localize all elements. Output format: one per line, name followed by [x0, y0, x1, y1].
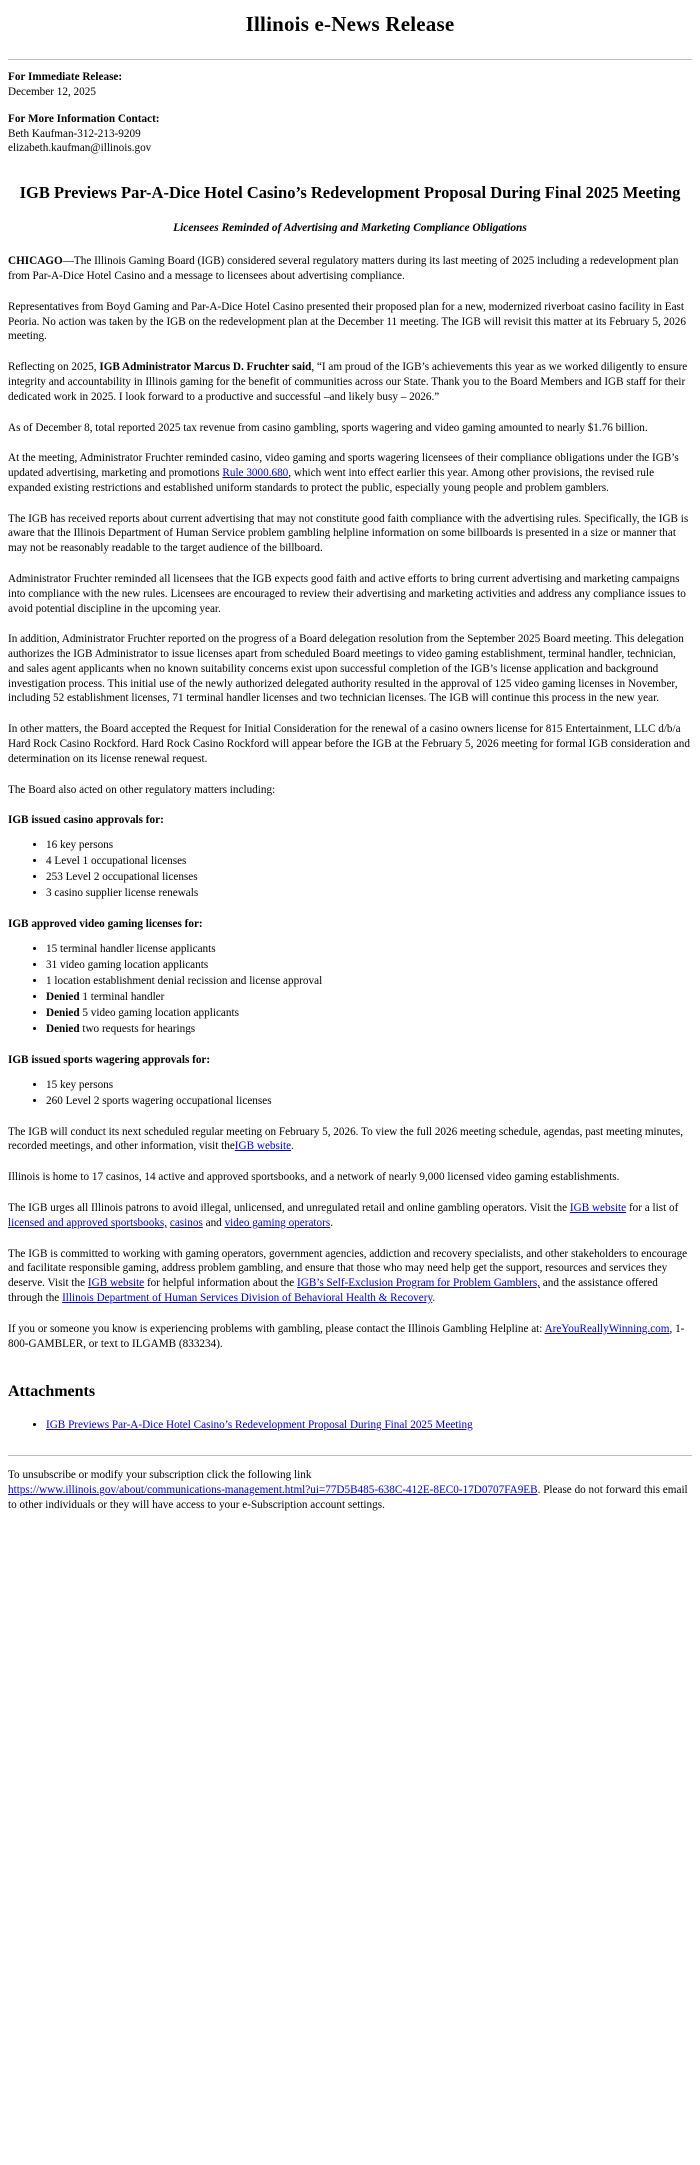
list-item-label: 3 casino supplier license renewals	[46, 887, 199, 900]
paragraph-next-meeting	[8, 1125, 692, 1155]
igb-website-link-operators[interactable]: IGB website	[569, 1202, 627, 1215]
list-sports-wagering-approvals	[8, 1078, 692, 1109]
paragraph-administrator-quote	[8, 360, 692, 404]
igb-website-link-self-exclusion[interactable]: IGB website	[87, 1277, 145, 1290]
paragraph-other-matters: The Board also acted on other regulatory matters including:	[8, 783, 276, 796]
list-item-label: 15 key persons	[46, 1078, 114, 1091]
list-item	[46, 958, 692, 973]
list-item-bold: Denied	[46, 1006, 80, 1019]
responsible-text-d: .	[432, 1291, 436, 1304]
list-item	[46, 990, 692, 1005]
list-item-label: 31 video gaming location applicants	[46, 958, 209, 971]
avoid-illegal-text-a: The IGB urges all Illinois patrons to avoid illegal, unlicensed, and unregulated retail and online gambling operators. Visit the	[8, 1202, 570, 1215]
list-item-label: two requests for hearings	[79, 1022, 196, 1035]
header-divider	[8, 59, 692, 60]
release-date: December 12, 2025	[8, 85, 96, 98]
list-item	[46, 942, 692, 957]
casinos-link[interactable]: casinos	[169, 1216, 203, 1229]
list-item	[46, 838, 692, 853]
igb-website-link-meetings[interactable]: IGB website	[234, 1140, 292, 1153]
paragraph-lead-text: —The Illinois Gaming Board (IGB) considered several regulatory matters during its last meeting of 2025 including a redevelopment plan from Par-A-Dice Hotel Casino and a message to licensees about advertising compliance.	[8, 255, 679, 283]
paragraph-billboard-reports: The IGB has received reports about current advertising that may not constitute good faith compliance with the advertising rules. Specifically, the IGB is aware that the Illinois Department of Human Service problem gambling helpline information on some billboards is presented in a size or manner that may not be reasonably readable to the target audience of the billboard.	[8, 512, 689, 555]
list-heading-casino-approvals: IGB issued casino approvals for:	[8, 814, 164, 827]
paragraph-helpline	[8, 1322, 692, 1352]
self-exclusion-program-link[interactable]: IGB’s Self-Exclusion Program for Problem Gamblers,	[297, 1277, 540, 1290]
list-item-label: 260 Level 2 sports wagering occupational licenses	[46, 1094, 272, 1107]
list-item	[46, 1022, 692, 1037]
compliance-text-after: , which went into effect earlier this year. Among other provisions, the revised rule expanded existing restrictions and established uniform standards to protect the public, especially young people and problem gamblers.	[8, 467, 655, 494]
avoid-illegal-text-d: and	[202, 1216, 225, 1229]
list-item	[46, 870, 692, 885]
list-item-label: 4 Level 1 occupational licenses	[46, 855, 187, 868]
paragraph-good-faith: Administrator Fruchter reminded all licensees that the IGB expects good faith and active efforts to bring current advertising and marketing campaigns into compliance with the new rules. Licensees are encouraged to review their advertising and marketing activities and address any compliance issues to avoid potential discipline in the upcoming year.	[8, 572, 686, 615]
administrator-name: IGB Administrator Marcus D. Fruchter said	[99, 361, 312, 374]
rule-3000-680-link[interactable]: Rule 3000.680	[222, 467, 289, 480]
are-you-really-winning-link[interactable]: AreYouReallyWinning.com	[544, 1322, 670, 1335]
quote-body: , “I am proud of the IGB’s achievements this year as we worked diligently to ensure integrity and accountability in Illinois gaming for the benefit of communities across our State. Thank you to the Board Members and IGB staff for their dedicated work in 2025. I look forward to a productive and successful –and likely busy – 2026.”	[8, 361, 688, 403]
attachments-list	[8, 1418, 692, 1433]
contact-label: For More Information Contact:	[8, 112, 160, 125]
list-video-gaming-licenses	[8, 942, 692, 1037]
list-item-label: 1 terminal handler	[79, 990, 165, 1003]
list-item-bold: Denied	[46, 990, 80, 1003]
quote-intro: Reflecting on 2025,	[8, 361, 100, 374]
helpline-text-b: , 1-800-GAMBLER, or text to ILGAMB (833234).	[8, 1322, 685, 1350]
contact-email: elizabeth.kaufman@illinois.gov	[8, 142, 152, 155]
release-date-block	[8, 70, 692, 100]
release-label: For Immediate Release:	[8, 71, 123, 84]
dhs-division-link[interactable]: Illinois Department of Human Services Division of Behavioral Health & Recovery	[62, 1291, 433, 1304]
list-item	[46, 854, 692, 869]
paragraph-lead	[8, 254, 692, 284]
paragraph-hard-rock: In other matters, the Board accepted the Request for Initial Consideration for the renewal of a casino owners license for 815 Entertainment, LLC d/b/a Hard Rock Casino Rockford. Hard Rock Casino Rockford will appear before the IGB at the February 5, 2026 meeting for formal IGB consideration and determination on its license renewal request.	[8, 723, 690, 765]
paragraph-illinois-stats: Illinois is home to 17 casinos, 14 active and approved sportsbooks, and a network of nearly 9,000 licensed video gaming establishments.	[8, 1171, 620, 1184]
list-heading-video-gaming: IGB approved video gaming licenses for:	[8, 918, 203, 931]
list-item	[46, 1078, 692, 1093]
list-item	[46, 886, 692, 901]
next-meeting-text: The IGB will conduct its next scheduled regular meeting on February 5, 2026. To view the full 2026 meeting schedule, agendas, past meeting minutes, recorded meetings, and other information, visit the	[8, 1125, 684, 1153]
unsubscribe-footer	[8, 1468, 692, 1513]
page-title: Illinois e-News Release	[245, 12, 455, 36]
paragraph-boyd-gaming: Representatives from Boyd Gaming and Par-A-Dice Hotel Casino presented their proposed plan for a new, modernized riverboat casino facility in East Peoria. No action was taken by the IGB on the redevelopment plan at the December 11 meeting. The IGB will revisit this matter at its February 5, 2026 meeting.	[8, 300, 686, 343]
list-item	[46, 974, 692, 989]
paragraph-compliance-rule	[8, 451, 692, 495]
list-item-label: 253 Level 2 occupational licenses	[46, 871, 198, 884]
unsubscribe-note: . Please do not forward this email to other individuals or they will have access to your e-Subscription account settings.	[8, 1484, 688, 1512]
responsible-text-c: and the assistance offered through the	[8, 1277, 658, 1304]
list-item-label: 1 location establishment denial recission and license approval	[46, 974, 323, 987]
list-item-bold: Denied	[46, 1022, 80, 1035]
contact-block	[8, 112, 692, 156]
helpline-text-a: If you or someone you know is experiencing problems with gambling, please contact the Illinois Gambling Helpline at:	[8, 1322, 545, 1335]
paragraph-avoid-illegal	[8, 1201, 692, 1231]
attachment-link[interactable]: IGB Previews Par-A-Dice Hotel Casino’s Redevelopment Proposal During Final 2025 Meeting	[46, 1419, 473, 1432]
compliance-text-before: At the meeting, Administrator Fruchter reminded casino, video gaming and sports wagering licensees of their compliance obligations under the IGB’s updated advertising, marketing and promotions	[8, 452, 679, 480]
contact-name-phone: Beth Kaufman-312-213-9209	[8, 127, 141, 140]
unsubscribe-link[interactable]: https://www.illinois.gov/about/communications-management.html?ui=77D5B485-638C-412E-8EC0-17D0707FA9EB	[8, 1484, 538, 1497]
list-heading-sports-wagering: IGB issued sports wagering approvals for:	[8, 1053, 211, 1066]
responsible-text-a: The IGB is committed to working with gaming operators, government agencies, addiction and recovery specialists, and other stakeholders to encourage and facilitate responsible gaming, address problem gambling, and ensure that those who may need help get the support, resources and services they deserve. Visit the	[8, 1247, 688, 1290]
avoid-illegal-text-e: .	[330, 1216, 333, 1229]
footer-divider	[8, 1455, 692, 1456]
next-meeting-text-end: .	[291, 1140, 294, 1153]
attachments-heading: Attachments	[8, 1383, 96, 1401]
news-release-page	[0, 12, 700, 1532]
article-subheadline: Licensees Reminded of Advertising and Marketing Compliance Obligations	[173, 222, 527, 235]
list-item	[46, 1418, 692, 1433]
dateline: CHICAGO	[8, 255, 63, 268]
video-gaming-operators-link[interactable]: video gaming operators	[224, 1216, 331, 1229]
responsible-text-b: for helpful information about the	[144, 1277, 298, 1290]
list-item-label: 15 terminal handler license applicants	[46, 942, 216, 955]
article-headline: IGB Previews Par-A-Dice Hotel Casino’s Redevelopment Proposal During Final 2025 Meeting	[19, 183, 681, 203]
list-item	[46, 1094, 692, 1109]
list-casino-approvals	[8, 838, 692, 901]
sportsbooks-link[interactable]: licensed and approved sportsbooks,	[8, 1216, 168, 1229]
paragraph-board-delegation: In addition, Administrator Fruchter reported on the progress of a Board delegation resolution from the September 2025 Board meeting. This delegation authorizes the IGB Administrator to issue licenses apart from scheduled Board meetings to video gaming establishment, terminal handler, technician, and sales agent applicants when no known suitability concerns exist upon successful completion of the IGB’s license application and background investigation process. This initial use of the newly authorized delegated authority resulted in the approval of 125 video gaming licenses in November, including 52 establishment licenses, 71 terminal handler licenses and two technician licenses. The IGB will continue this process in the new year.	[8, 633, 684, 705]
paragraph-responsible-gaming	[8, 1247, 692, 1306]
avoid-illegal-text-b: for a list of	[626, 1202, 679, 1215]
list-item	[46, 1006, 692, 1021]
paragraph-tax-revenue: As of December 8, total reported 2025 tax revenue from casino gambling, sports wagering and video gaming amounted to nearly $1.76 billion.	[8, 421, 648, 434]
unsubscribe-text: To unsubscribe or modify your subscription click the following link	[8, 1469, 312, 1482]
list-item-label: 16 key persons	[46, 839, 114, 852]
list-item-label: 5 video gaming location applicants	[79, 1006, 239, 1019]
